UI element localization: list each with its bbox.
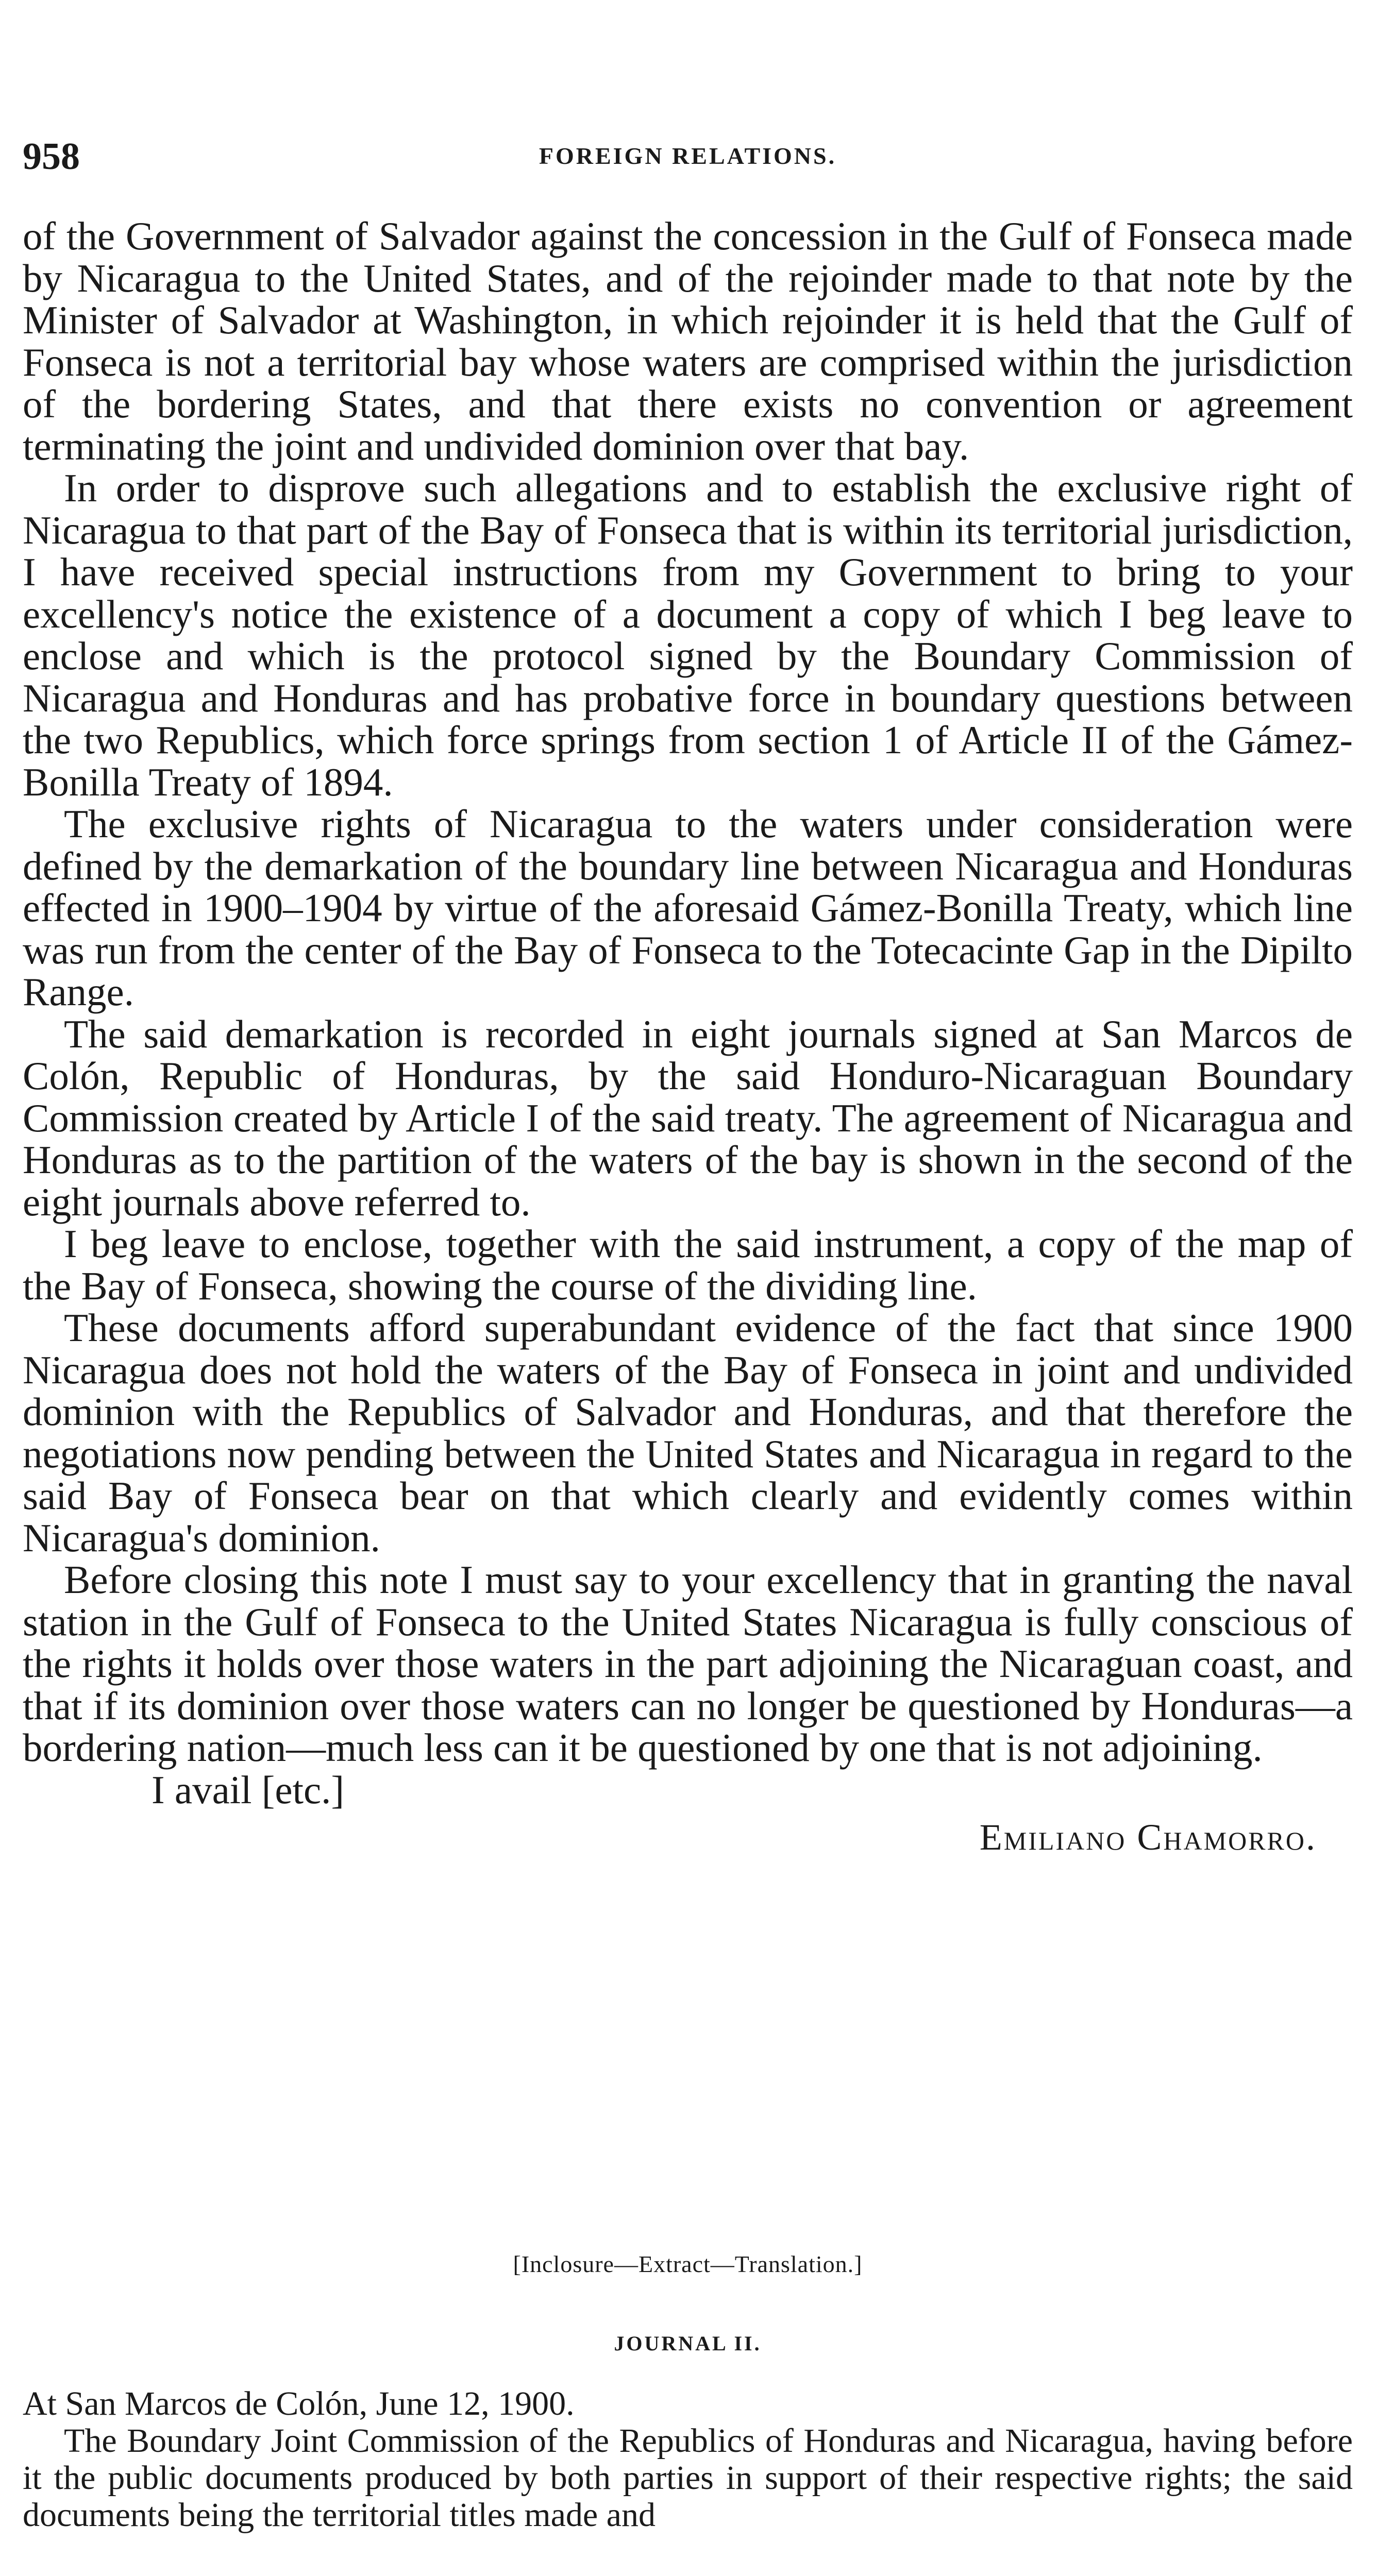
- page-number: 958: [23, 135, 80, 178]
- paragraph: These documents afford superabundant evidence of the fact that since 1900 Nicaragua does not hold the waters of the Bay of Fonseca in joint and undivided dominion with the Republics of Salvador and Honduras, and that therefore the negotiations now pending between the United States and Nicaragua in regard to the said Bay of Fonseca bear on that which clearly and evidently comes within Nicaragua's dominion.: [23, 1306, 1353, 1560]
- paragraph: In order to disprove such allegations and to establish the exclusive right of Nicaragua to that part of the Bay of Fonseca that is within its territorial jurisdiction, I have received special instructions from my Government to bring to your excellency's notice the existence of a document a copy of which I beg leave to enclose and which is the protocol signed by the Boundary Commission of Nicaragua and Honduras and has probative force in boundary questions between the two Republics, which force springs from section 1 of Article II of the Gámez-Bonilla Treaty of 1894.: [23, 466, 1353, 804]
- paragraph: of the Government of Salvador against the concession in the Gulf of Fonseca made by Nicaragua to the United States, and of the rejoinder made to that note by the Minister of Salvador at Washington, in which rejoinder it is held that the Gulf of Fonseca is not a territorial bay whose waters are comprised within the jurisdiction of the bordering States, and that there exists no convention or agreement terminating the joint and undivided dominion over that bay.: [23, 214, 1353, 468]
- signature: Emiliano Chamorro.: [979, 1817, 1317, 1858]
- paragraph: I beg leave to enclose, together with the said instrument, a copy of the map of the Bay of Fonseca, showing the course of the dividing line.: [23, 1222, 1353, 1308]
- journal-body: [23, 2385, 1353, 2534]
- journal-paragraph: The Boundary Joint Commission of the Republics of Honduras and Nicaragua, having before it the public documents produced by both parties in support of their respective rights; the said documents being the territorial titles made and: [23, 2422, 1353, 2534]
- journal-title: JOURNAL II.: [614, 2332, 762, 2355]
- paragraph: Before closing this note I must say to your excellency that in granting the naval station in the Gulf of Fonseca to the United States Nicaragua is fully conscious of the rights it holds over those waters in the part adjoining the Nicaraguan coast, and that if its dominion over those waters can no longer be questioned by Honduras—a bordering nation—much less can it be questioned by one that is not adjoining.: [23, 1557, 1353, 1770]
- enclosure-heading: [Inclosure—Extract—Translation.]: [513, 2251, 863, 2277]
- running-head: [23, 135, 1353, 176]
- letter-body: [23, 215, 1353, 1859]
- paragraph: The exclusive rights of Nicaragua to the waters under consideration were defined by the demarkation of the boundary line between Nicaragua and Honduras effected in 1900–1904 by virtue of the aforesaid Gámez-Bonilla Treaty, which line was run from the center of the Bay of Fonseca to the Totecacinte Gap in the Dipilto Range.: [23, 802, 1353, 1014]
- dateline: At San Marcos de Colón, June 12, 1900.: [23, 2385, 575, 2422]
- paragraph: The said demarkation is recorded in eight journals signed at San Marcos de Colón, Republic of Honduras, by the said Honduro-Nicaraguan Boundary Commission created by Article I of the said treaty. The agreement of Nicaragua and Honduras as to the partition of the waters of the bay is shown in the second of the eight journals above referred to.: [23, 1011, 1353, 1224]
- closing-line: I avail [etc.]: [152, 1767, 345, 1812]
- running-title: FOREIGN RELATIONS.: [539, 143, 837, 169]
